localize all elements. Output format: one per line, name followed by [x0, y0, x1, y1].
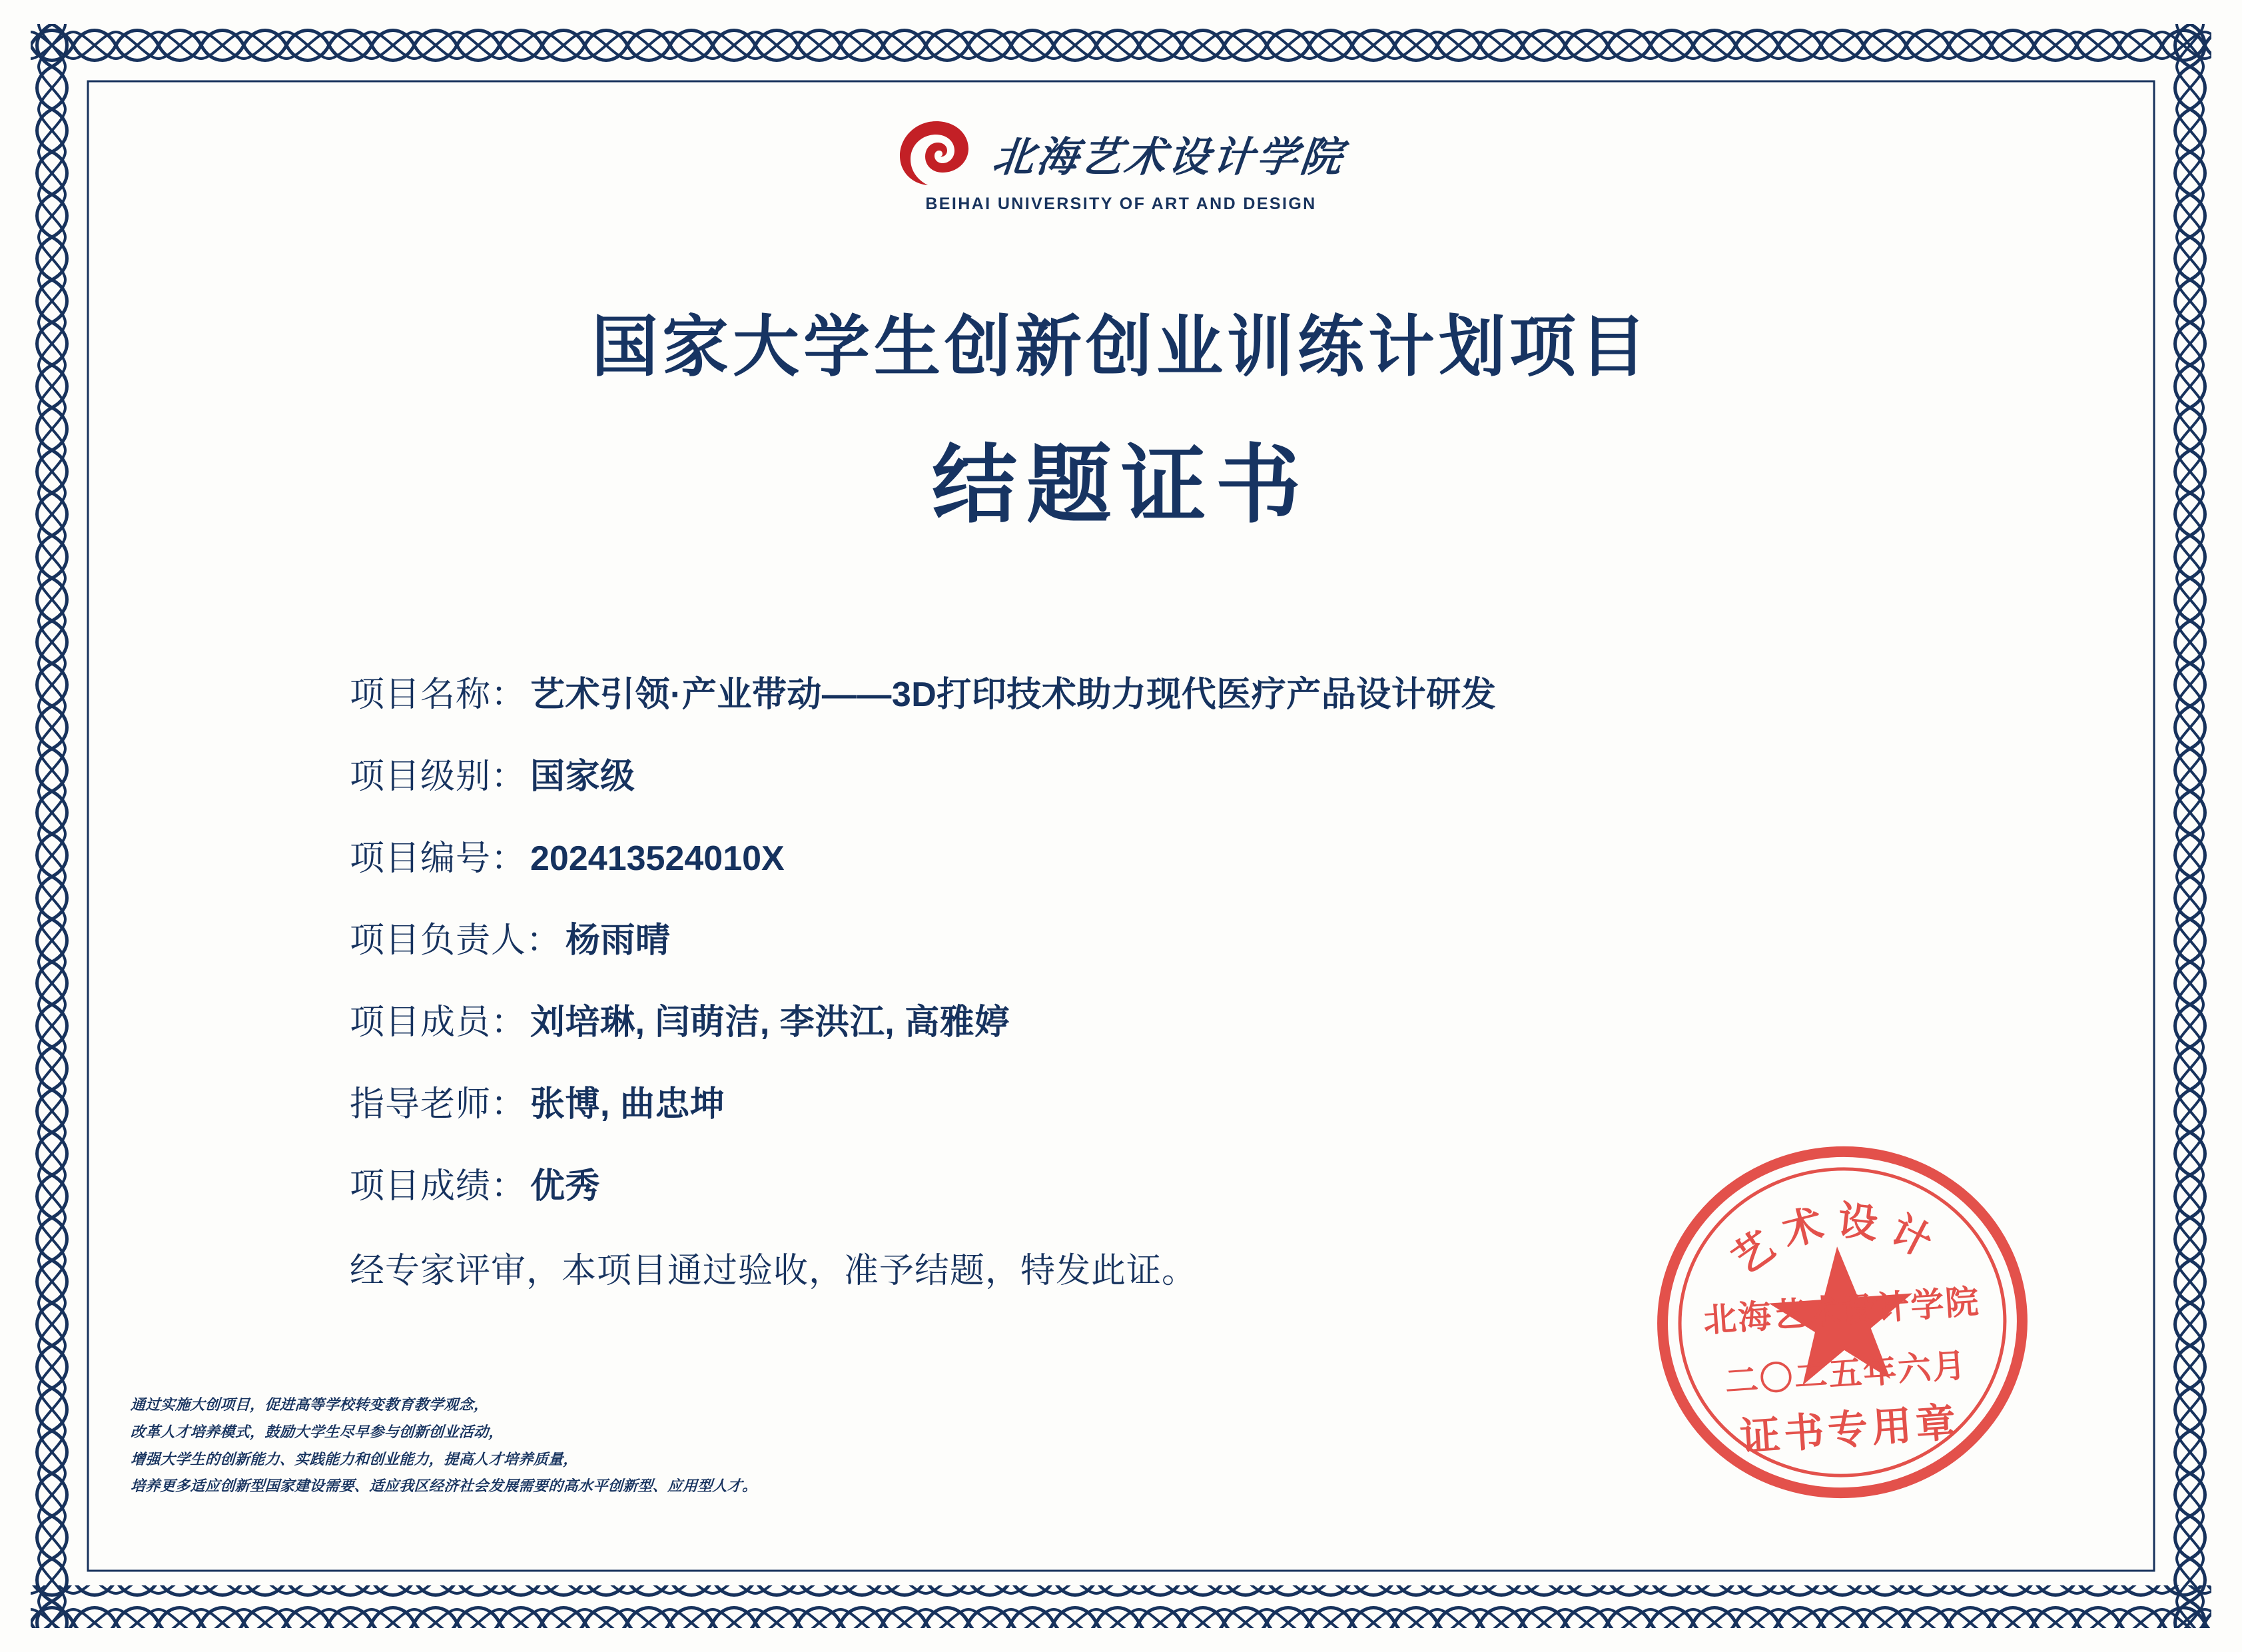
- seal-bottom-text: 证书专用章: [1738, 1399, 1962, 1461]
- certificate-title-line2: 结题证书: [931, 435, 1310, 535]
- certificate-statement: 经专家评审，本项目通过验收，准予结题，特发此证。: [350, 1252, 1198, 1290]
- field-value: 国家级: [530, 757, 635, 796]
- logo-english-name: BEIHAI UNIVERSITY OF ART AND DESIGN: [925, 195, 1317, 213]
- field-value: 艺术引领·产业带动——3D打印技术助力现代医疗产品设计研发: [530, 675, 1497, 714]
- field-row-advisors: [350, 1076, 2042, 1126]
- field-label: 项目成员：: [350, 1003, 527, 1042]
- field-row-project-name: [350, 666, 2042, 716]
- field-value: 优秀: [530, 1167, 601, 1206]
- field-value: 刘培琳, 闫萌洁, 李洪江, 高雅婷: [530, 1003, 1010, 1042]
- field-label: 项目名称：: [350, 675, 527, 714]
- footer-note-line: 培养更多适应创新型国家建设需要、适应我区经济社会发展需要的高水平创新型、应用型人才。: [130, 1477, 758, 1495]
- field-label: 项目成绩：: [350, 1167, 527, 1206]
- field-value: 杨雨晴: [565, 921, 671, 960]
- field-row-project-members: [350, 994, 2042, 1044]
- footer-note: [131, 1392, 757, 1500]
- footer-note-line: 通过实施大创项目，促进高等学校转变教育教学观念，: [130, 1396, 490, 1414]
- field-label: 项目编号：: [350, 839, 527, 878]
- field-row-project-leader: [350, 912, 2042, 962]
- field-label: 指导老师：: [350, 1085, 527, 1124]
- field-value: 张博, 曲忠坤: [530, 1085, 725, 1124]
- seal-arc-text: 艺术设计: [1724, 1197, 1950, 1284]
- field-label: 项目级别：: [350, 757, 527, 796]
- institution-logo-block: [0, 119, 2242, 214]
- field-label: 项目负责人：: [350, 921, 562, 960]
- certificate-title-line1: 国家大学生创新创业训练计划项目: [591, 307, 1651, 386]
- seal-date-text: 二〇二五年六月: [1723, 1345, 1968, 1402]
- footer-note-line: 增强大学生的创新能力、实践能力和创业能力，提高人才培养质量，: [130, 1450, 579, 1468]
- seal-org-text: 北海艺术设计学院: [1702, 1281, 1982, 1340]
- field-row-project-number: [350, 830, 2042, 880]
- field-value: 202413524010X: [530, 839, 785, 878]
- field-row-project-level: [350, 748, 2042, 798]
- footer-note-line: 改革人才培养模式，鼓励大学生尽早参与创新创业活动，: [130, 1423, 504, 1441]
- logo-chinese-name: 北海艺术设计学院: [990, 132, 1347, 181]
- official-seal: [1630, 1116, 2055, 1529]
- swirl-logo-icon: [897, 119, 976, 188]
